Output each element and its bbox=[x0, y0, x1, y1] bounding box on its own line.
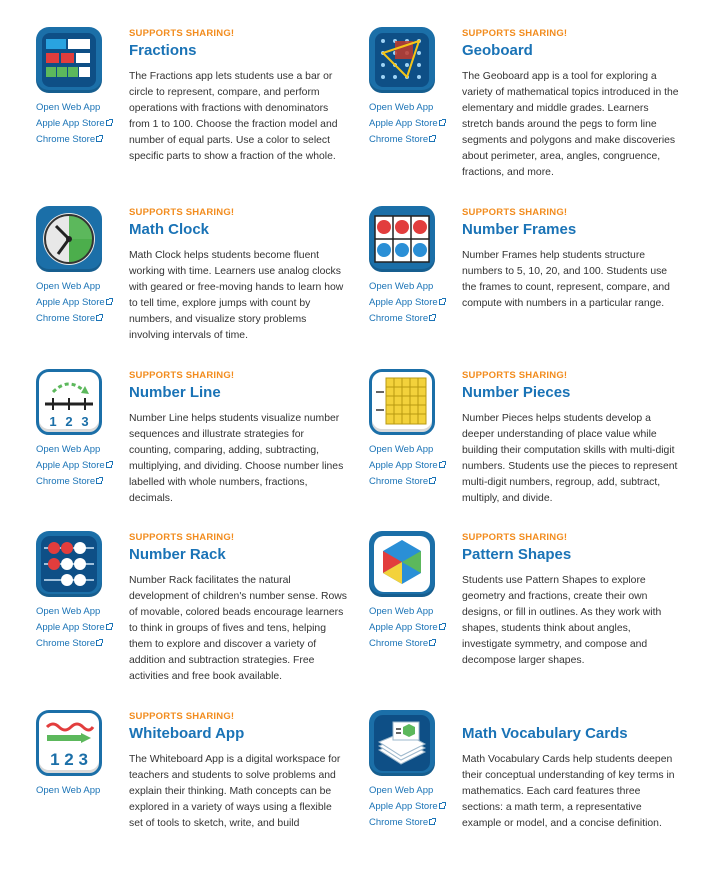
app-title[interactable]: Number Frames bbox=[462, 221, 577, 238]
chrome-store-label: Chrome Store bbox=[369, 134, 429, 146]
app-title[interactable]: Math Vocabulary Cards bbox=[462, 725, 628, 742]
apple-app-store-label: Apple App Store bbox=[36, 297, 105, 309]
app-card-fractions bbox=[36, 27, 376, 197]
apple-app-store-link[interactable] bbox=[369, 620, 459, 636]
whiteboard-icon[interactable] bbox=[36, 710, 102, 776]
external-link-icon bbox=[429, 819, 435, 825]
open-web-app-link[interactable]: Open Web App bbox=[369, 102, 434, 113]
math-vocabulary-cards-icon[interactable] bbox=[369, 710, 435, 776]
app-title[interactable]: Number Rack bbox=[129, 546, 226, 563]
store-links bbox=[369, 783, 459, 832]
number-pieces-icon[interactable] bbox=[369, 369, 435, 435]
open-web-app-link[interactable]: Open Web App bbox=[369, 281, 434, 292]
external-link-icon bbox=[429, 640, 435, 646]
app-title[interactable]: Math Clock bbox=[129, 221, 210, 238]
app-card-math-clock bbox=[36, 206, 376, 376]
store-links bbox=[369, 279, 459, 328]
chrome-store-label: Chrome Store bbox=[369, 817, 429, 829]
external-link-icon bbox=[106, 624, 112, 630]
app-card-number-line bbox=[36, 369, 376, 539]
chrome-store-link[interactable] bbox=[36, 311, 126, 327]
app-description: Number Pieces helps students develop a deeper understanding of place value while building their computation skills with multi-digit numbers. Students use the pieces to represent multi-digit numbers, regroup, add, subtract, multiply, and divide. bbox=[462, 413, 678, 504]
supports-sharing-label: SUPPORTS SHARING! bbox=[462, 28, 568, 39]
app-card-number-frames bbox=[369, 206, 707, 376]
apple-app-store-label: Apple App Store bbox=[369, 460, 438, 472]
external-link-icon bbox=[106, 462, 112, 468]
svg-text:1 2 3: 1 2 3 bbox=[50, 750, 88, 769]
apple-app-store-label: Apple App Store bbox=[369, 297, 438, 309]
open-web-app-link[interactable]: Open Web App bbox=[36, 281, 101, 292]
apple-app-store-link[interactable] bbox=[369, 799, 459, 815]
apple-app-store-link[interactable] bbox=[36, 116, 126, 132]
app-title[interactable]: Whiteboard App bbox=[129, 725, 245, 742]
open-web-app-link[interactable]: Open Web App bbox=[369, 444, 434, 455]
supports-sharing-label: SUPPORTS SHARING! bbox=[462, 370, 568, 381]
app-title[interactable]: Geoboard bbox=[462, 42, 533, 59]
external-link-icon bbox=[96, 478, 102, 484]
open-web-app-link[interactable]: Open Web App bbox=[36, 102, 101, 113]
apple-app-store-label: Apple App Store bbox=[369, 801, 438, 813]
store-links bbox=[36, 279, 126, 328]
svg-text:3: 3 bbox=[81, 414, 89, 429]
app-description: Math Vocabulary Cards help students deepen their conceptual understanding of key terms in mathematics. Each card features three sections: a math term, a representative example or model, and a concise definition. bbox=[462, 754, 675, 829]
external-link-icon bbox=[106, 120, 112, 126]
app-title[interactable]: Number Pieces bbox=[462, 384, 571, 401]
external-link-icon bbox=[96, 315, 102, 321]
apple-app-store-label: Apple App Store bbox=[36, 622, 105, 634]
chrome-store-label: Chrome Store bbox=[369, 638, 429, 650]
app-description: Number Frames help students structure numbers to 5, 10, 20, and 100. Students use the frames to count, represent, compare, and compute with numbers in a particular range. bbox=[462, 250, 670, 309]
apple-app-store-link[interactable] bbox=[36, 458, 126, 474]
store-links bbox=[36, 604, 126, 653]
supports-sharing-label: SUPPORTS SHARING! bbox=[129, 207, 235, 218]
app-description: Math Clock helps students become fluent working with time. Learners use analog clocks with geared or free-moving hands to learn how to tell time, explore jumps with count by numbers, and visualize story problems involving intervals of time. bbox=[129, 250, 344, 341]
number-rack-icon[interactable] bbox=[36, 531, 102, 597]
chrome-store-label: Chrome Store bbox=[369, 476, 429, 488]
chrome-store-label: Chrome Store bbox=[36, 638, 96, 650]
supports-sharing-label: SUPPORTS SHARING! bbox=[129, 370, 235, 381]
supports-sharing-label: SUPPORTS SHARING! bbox=[129, 28, 235, 39]
open-web-app-link[interactable]: Open Web App bbox=[36, 444, 101, 455]
app-title[interactable]: Pattern Shapes bbox=[462, 546, 572, 563]
number-line-icon[interactable] bbox=[36, 369, 102, 435]
app-description: The Fractions app lets students use a bar or circle to represent, compare, and perform operations with fractions with denominators from 1 to 100. Choose the fraction model and number of equal parts. Use a color to select specific parts to show a fraction of the whole. bbox=[129, 71, 338, 162]
apple-app-store-label: Apple App Store bbox=[369, 118, 438, 130]
open-web-app-link[interactable]: Open Web App bbox=[369, 606, 434, 617]
svg-text:2: 2 bbox=[65, 414, 73, 429]
app-card-whiteboard bbox=[36, 710, 376, 880]
external-link-icon bbox=[429, 136, 435, 142]
app-card-geoboard bbox=[369, 27, 707, 197]
apple-app-store-link[interactable] bbox=[36, 620, 126, 636]
geoboard-icon[interactable] bbox=[369, 27, 435, 93]
external-link-icon bbox=[439, 120, 445, 126]
svg-text:1: 1 bbox=[49, 414, 57, 429]
external-link-icon bbox=[429, 478, 435, 484]
chrome-store-label: Chrome Store bbox=[36, 313, 96, 325]
supports-sharing-label: SUPPORTS SHARING! bbox=[462, 207, 568, 218]
app-card-number-rack bbox=[36, 531, 376, 701]
chrome-store-link[interactable] bbox=[369, 474, 459, 490]
apple-app-store-link[interactable] bbox=[369, 295, 459, 311]
apple-app-store-label: Apple App Store bbox=[36, 118, 105, 130]
supports-sharing-label bbox=[462, 710, 680, 724]
open-web-app-link[interactable]: Open Web App bbox=[36, 606, 101, 617]
chrome-store-link[interactable] bbox=[369, 311, 459, 327]
supports-sharing-label: SUPPORTS SHARING! bbox=[129, 711, 235, 722]
external-link-icon bbox=[429, 315, 435, 321]
store-links bbox=[369, 442, 459, 491]
app-description: The Whiteboard App is a digital workspace for teachers and students to solve problems and explain their thinking. Math concepts can be explored in a variety of ways using a flexible set of tools to sketch, write, and build bbox=[129, 754, 341, 829]
chrome-store-link[interactable] bbox=[369, 132, 459, 148]
app-card-number-pieces bbox=[369, 369, 707, 539]
external-link-icon bbox=[106, 299, 112, 305]
store-links bbox=[36, 442, 126, 491]
app-description: Number Line helps students visualize number sequences and illustrate strategies for counting, comparing, adding, subtracting, multiplying, and dividing. Choose number lines labelled with whole numbers, fractions, decimals. bbox=[129, 413, 344, 504]
external-link-icon bbox=[96, 640, 102, 646]
app-description: Number Rack facilitates the natural development of children's number sense. Rows of movable, colored beads encourage learners to think in groups of fives and tens, helping them to explore and discover a variety of addition and subtraction strategies. Free activities and free book available. bbox=[129, 575, 347, 682]
app-title[interactable]: Fractions bbox=[129, 42, 197, 59]
store-links bbox=[369, 100, 459, 149]
store-links bbox=[369, 604, 459, 653]
external-link-icon bbox=[96, 136, 102, 142]
store-links bbox=[36, 100, 126, 149]
app-description: The Geoboard app is a tool for exploring a variety of mathematical topics introduced in the elementary and middle grades. Learners stretch bands around the pegs to form line segments and polygons and make discoveries about perimeter, area, angles, congruence, fractions, and more. bbox=[462, 71, 679, 178]
store-links bbox=[36, 783, 126, 799]
chrome-store-label: Chrome Store bbox=[36, 476, 96, 488]
chrome-store-link[interactable] bbox=[36, 636, 126, 652]
chrome-store-link[interactable] bbox=[369, 815, 459, 831]
number-frames-icon[interactable] bbox=[369, 206, 435, 272]
supports-sharing-label: SUPPORTS SHARING! bbox=[462, 532, 568, 543]
chrome-store-label: Chrome Store bbox=[36, 134, 96, 146]
open-web-app-link[interactable]: Open Web App bbox=[36, 785, 101, 796]
external-link-icon bbox=[439, 803, 445, 809]
apple-app-store-link[interactable] bbox=[36, 295, 126, 311]
chrome-store-link[interactable] bbox=[36, 132, 126, 148]
app-title[interactable]: Number Line bbox=[129, 384, 221, 401]
apple-app-store-link[interactable] bbox=[369, 458, 459, 474]
chrome-store-link[interactable] bbox=[369, 636, 459, 652]
chrome-store-link[interactable] bbox=[36, 474, 126, 490]
apple-app-store-link[interactable] bbox=[369, 116, 459, 132]
external-link-icon bbox=[439, 624, 445, 630]
fractions-icon[interactable] bbox=[36, 27, 102, 93]
app-card-pattern-shapes bbox=[369, 531, 707, 701]
apple-app-store-label: Apple App Store bbox=[369, 622, 438, 634]
app-card-math-vocabulary-cards bbox=[369, 710, 707, 880]
supports-sharing-label: SUPPORTS SHARING! bbox=[129, 532, 235, 543]
chrome-store-label: Chrome Store bbox=[369, 313, 429, 325]
open-web-app-link[interactable]: Open Web App bbox=[369, 785, 434, 796]
pattern-shapes-icon[interactable] bbox=[369, 531, 435, 597]
apple-app-store-label: Apple App Store bbox=[36, 460, 105, 472]
math-clock-icon[interactable] bbox=[36, 206, 102, 272]
app-description: Students use Pattern Shapes to explore geometry and fractions, create their own designs, or fill in outlines. As they work with shapes, students think about angles, investigate symmetry, and compose and decompose larger shapes. bbox=[462, 575, 662, 666]
external-link-icon bbox=[439, 299, 445, 305]
external-link-icon bbox=[439, 462, 445, 468]
